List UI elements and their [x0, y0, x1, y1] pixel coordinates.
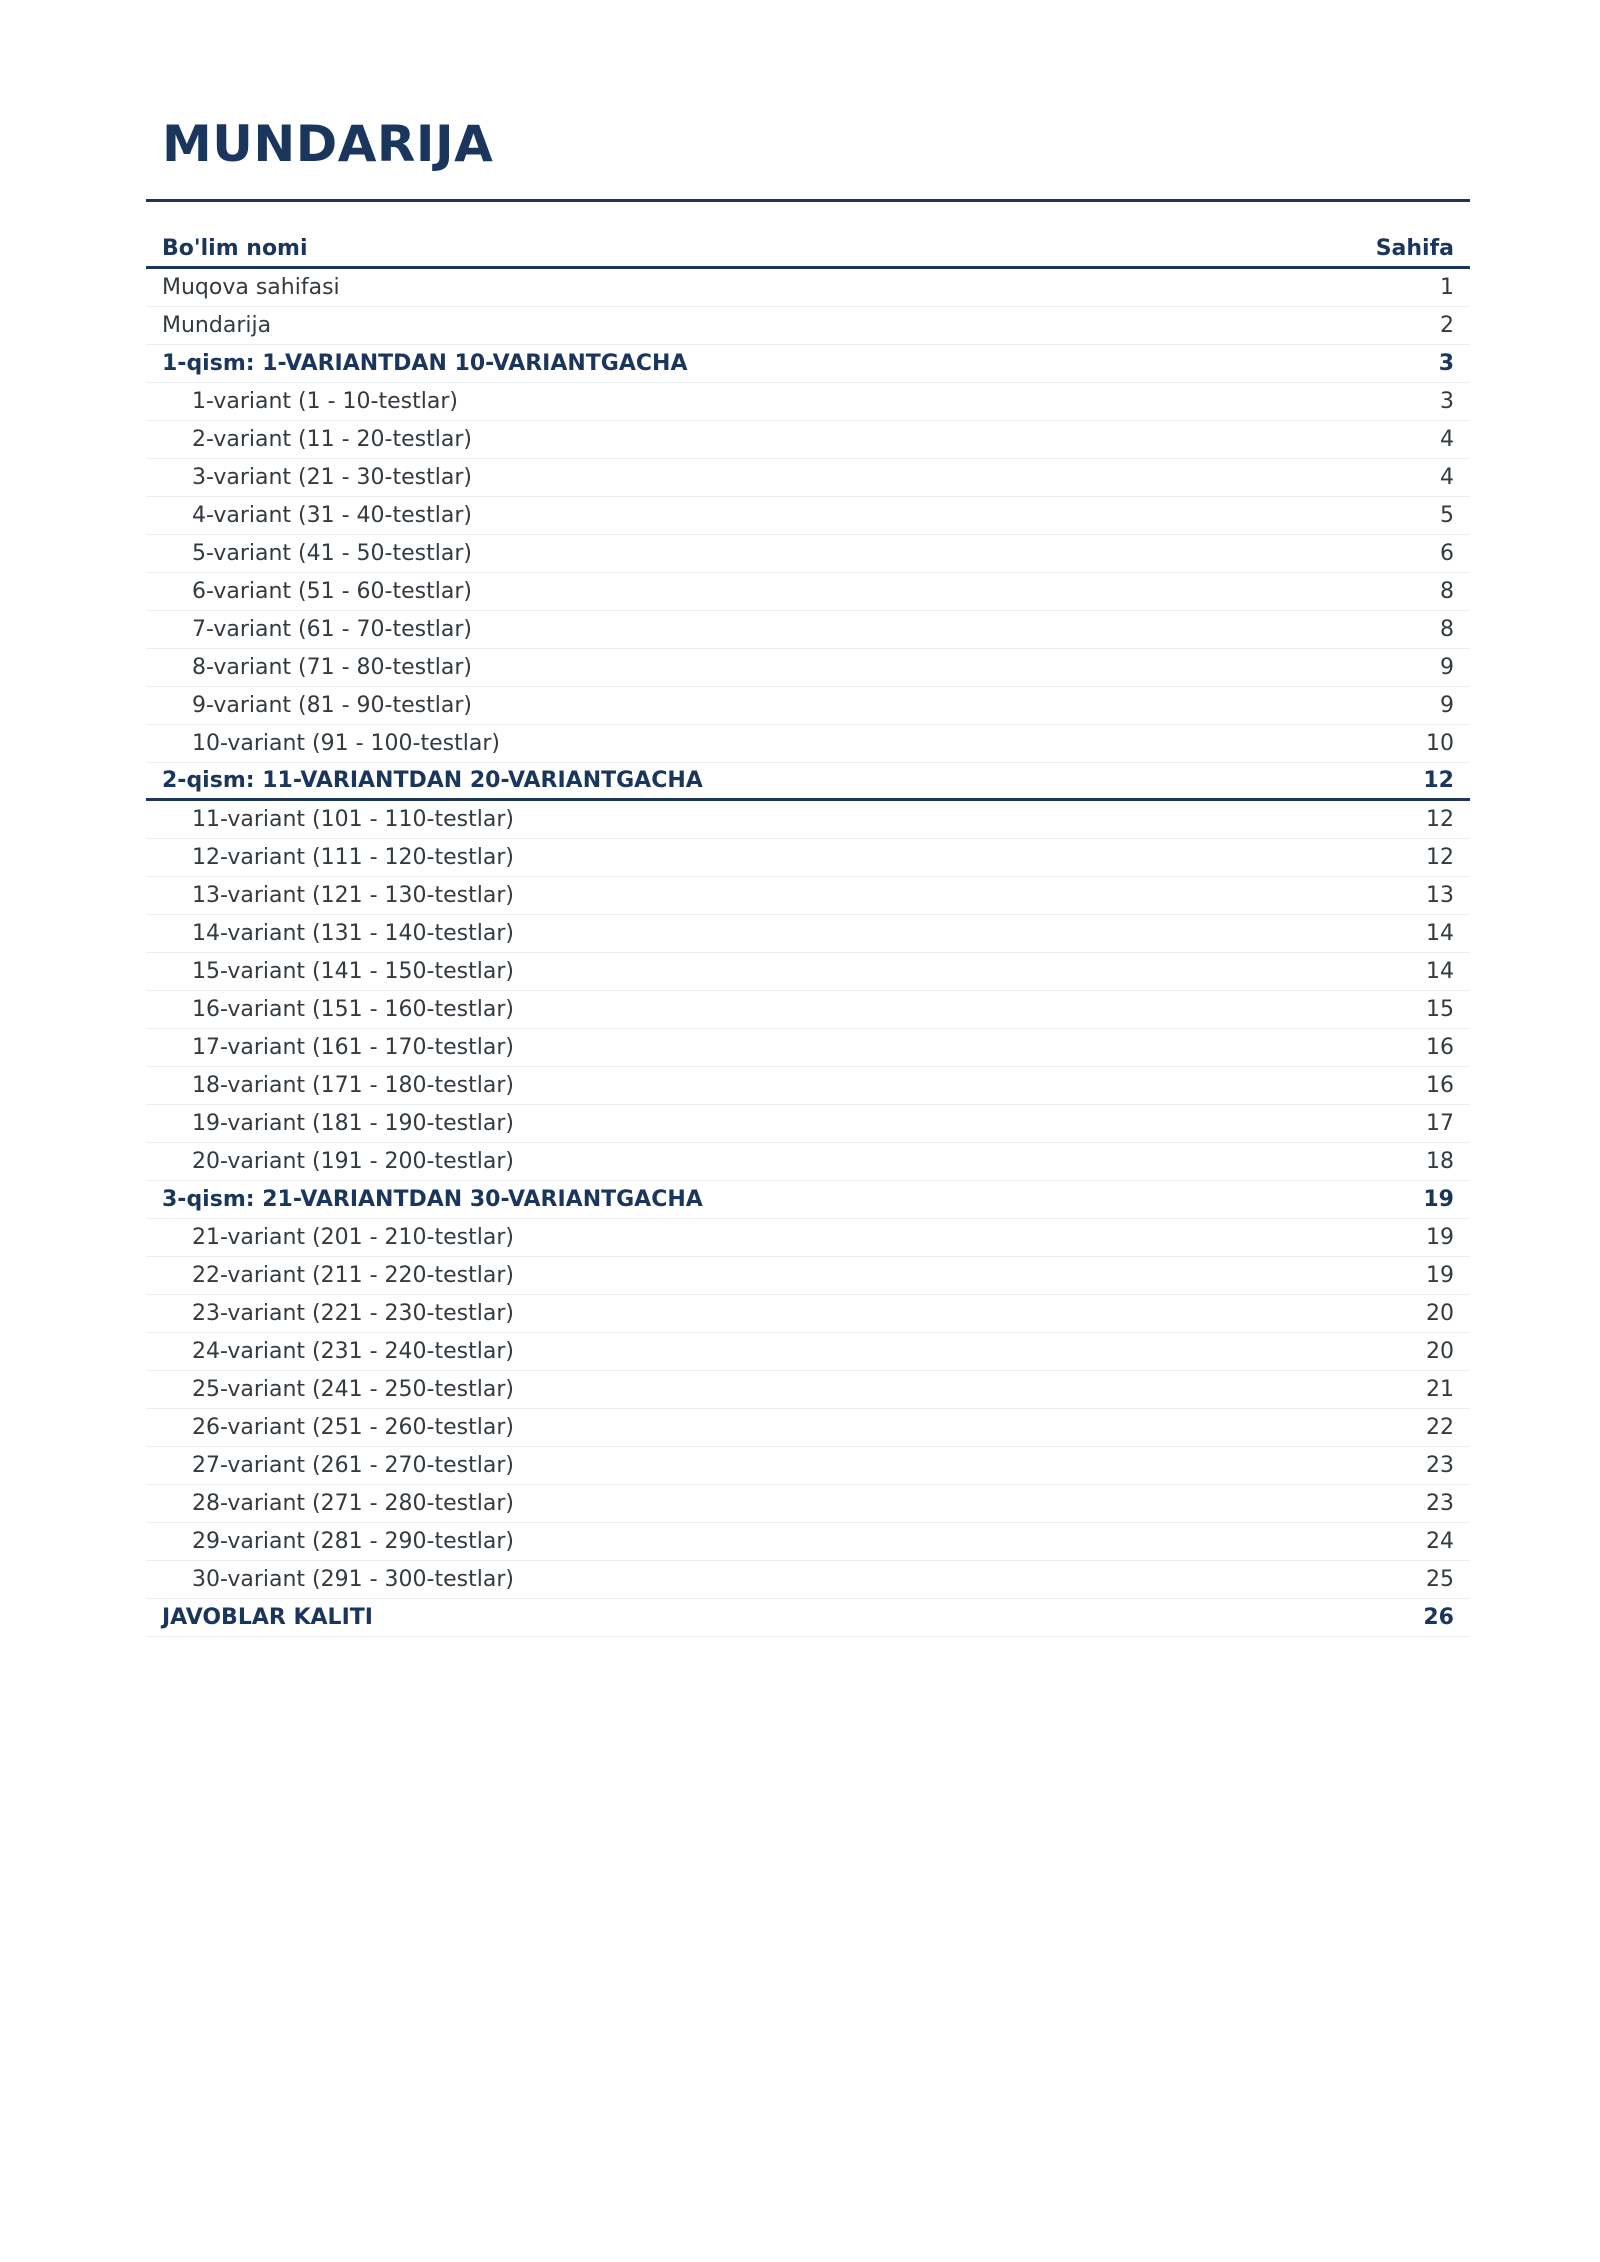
toc-entry-label: 14-variant (131 - 140-testlar): [192, 921, 514, 946]
toc-entry-page-number: 16: [1426, 1035, 1454, 1060]
toc-entry-label: 7-variant (61 - 70-testlar): [192, 617, 472, 642]
toc-entry-row[interactable]: [146, 1219, 1470, 1257]
toc-entry-row[interactable]: [146, 1105, 1470, 1143]
page-title: MUNDARIJA: [162, 115, 494, 173]
toc-entry-label: 13-variant (121 - 130-testlar): [192, 883, 514, 908]
toc-entry-label: 15-variant (141 - 150-testlar): [192, 959, 514, 984]
toc-section-row[interactable]: [146, 1599, 1470, 1637]
toc-entry-row[interactable]: [146, 649, 1470, 687]
toc-entry-row[interactable]: [146, 1257, 1470, 1295]
toc-entry-page-number: 12: [1426, 845, 1454, 870]
toc-entry-page-number: 19: [1423, 1187, 1454, 1212]
toc-entry-row[interactable]: [146, 1371, 1470, 1409]
toc-entry-page-number: 12: [1426, 807, 1454, 832]
toc-entry-label: 21-variant (201 - 210-testlar): [192, 1225, 514, 1250]
toc-entry-row[interactable]: [146, 611, 1470, 649]
title-underline: [146, 199, 1470, 202]
toc-entry-page-number: 12: [1423, 768, 1454, 793]
toc-entry-label: 1-variant (1 - 10-testlar): [192, 389, 458, 414]
toc-entry-row[interactable]: [146, 1523, 1470, 1561]
toc-entry-page-number: 20: [1426, 1339, 1454, 1364]
toc-entry-label: 20-variant (191 - 200-testlar): [192, 1149, 514, 1174]
toc-entry-page-number: 19: [1426, 1225, 1454, 1250]
toc-entry-label: 9-variant (81 - 90-testlar): [192, 693, 472, 718]
toc-rows: [146, 269, 1470, 1637]
toc-entry-row[interactable]: [146, 877, 1470, 915]
toc-entry-row[interactable]: [146, 1485, 1470, 1523]
toc-entry-page-number: 19: [1426, 1263, 1454, 1288]
column-header-section-name: Bo'lim nomi: [162, 236, 308, 261]
toc-entry-label: 28-variant (271 - 280-testlar): [192, 1491, 514, 1516]
toc-entry-row[interactable]: [146, 991, 1470, 1029]
toc-entry-row[interactable]: [146, 497, 1470, 535]
toc-entry-row[interactable]: [146, 383, 1470, 421]
toc-entry-label: 12-variant (111 - 120-testlar): [192, 845, 514, 870]
toc-entry-row[interactable]: [146, 725, 1470, 763]
toc-entry-label: 3-qism: 21-VARIANTDAN 30-VARIANTGACHA: [162, 1187, 703, 1212]
toc-entry-row[interactable]: [146, 1447, 1470, 1485]
toc-entry-label: 27-variant (261 - 270-testlar): [192, 1453, 514, 1478]
toc-entry-label: 6-variant (51 - 60-testlar): [192, 579, 472, 604]
toc-entry-row[interactable]: [146, 1143, 1470, 1181]
toc-entry-page-number: 6: [1440, 541, 1454, 566]
toc-entry-row[interactable]: [146, 1333, 1470, 1371]
toc-entry-page-number: 13: [1426, 883, 1454, 908]
toc-entry-label: JAVOBLAR KALITI: [162, 1605, 373, 1630]
toc-entry-page-number: 4: [1440, 465, 1454, 490]
toc-entry-row[interactable]: [146, 421, 1470, 459]
toc-entry-label: 17-variant (161 - 170-testlar): [192, 1035, 514, 1060]
toc-entry-label: 22-variant (211 - 220-testlar): [192, 1263, 514, 1288]
toc-entry-page-number: 9: [1440, 655, 1454, 680]
toc-entry-label: 10-variant (91 - 100-testlar): [192, 731, 500, 756]
toc-entry-label: Muqova sahifasi: [162, 275, 340, 300]
toc-entry-label: 2-qism: 11-VARIANTDAN 20-VARIANTGACHA: [162, 768, 703, 793]
toc-entry-label: 8-variant (71 - 80-testlar): [192, 655, 472, 680]
toc-entry-label: 24-variant (231 - 240-testlar): [192, 1339, 514, 1364]
toc-entry-row[interactable]: [146, 687, 1470, 725]
toc-entry-label: 4-variant (31 - 40-testlar): [192, 503, 472, 528]
toc-entry-label: 25-variant (241 - 250-testlar): [192, 1377, 514, 1402]
toc-entry-page-number: 8: [1440, 579, 1454, 604]
toc-entry-label: 18-variant (171 - 180-testlar): [192, 1073, 514, 1098]
toc-entry-row[interactable]: [146, 1295, 1470, 1333]
toc-entry-row[interactable]: [146, 839, 1470, 877]
toc-entry-page-number: 16: [1426, 1073, 1454, 1098]
toc-entry-page-number: 22: [1426, 1415, 1454, 1440]
toc-entry-row[interactable]: [146, 1561, 1470, 1599]
toc-entry-label: 1-qism: 1-VARIANTDAN 10-VARIANTGACHA: [162, 351, 688, 376]
toc-entry-page-number: 10: [1426, 731, 1454, 756]
toc-section-row[interactable]: [146, 763, 1470, 801]
toc-entry-page-number: 23: [1426, 1491, 1454, 1516]
toc-entry-page-number: 26: [1423, 1605, 1454, 1630]
toc-entry-page-number: 18: [1426, 1149, 1454, 1174]
toc-entry-page-number: 25: [1426, 1567, 1454, 1592]
toc-entry-page-number: 3: [1440, 389, 1454, 414]
toc-entry-page-number: 20: [1426, 1301, 1454, 1326]
toc-entry-row[interactable]: [146, 1029, 1470, 1067]
toc-entry-page-number: 14: [1426, 921, 1454, 946]
toc-entry-page-number: 17: [1426, 1111, 1454, 1136]
toc-entry-page-number: 3: [1438, 351, 1454, 376]
toc-entry-label: 26-variant (251 - 260-testlar): [192, 1415, 514, 1440]
toc-entry-page-number: 15: [1426, 997, 1454, 1022]
toc-entry-page-number: 1: [1440, 275, 1454, 300]
toc-entry-page-number: 9: [1440, 693, 1454, 718]
toc-entry-label: 2-variant (11 - 20-testlar): [192, 427, 472, 452]
toc-entry-row[interactable]: [146, 1409, 1470, 1447]
toc-section-row[interactable]: [146, 345, 1470, 383]
toc-entry-row[interactable]: [146, 307, 1470, 345]
toc-entry-label: Mundarija: [162, 313, 272, 338]
table-of-contents: [146, 230, 1470, 1637]
toc-entry-label: 5-variant (41 - 50-testlar): [192, 541, 472, 566]
toc-entry-label: 29-variant (281 - 290-testlar): [192, 1529, 514, 1554]
toc-entry-row[interactable]: [146, 573, 1470, 611]
toc-section-row[interactable]: [146, 1181, 1470, 1219]
toc-entry-page-number: 5: [1440, 503, 1454, 528]
toc-entry-row[interactable]: [146, 953, 1470, 991]
toc-entry-page-number: 4: [1440, 427, 1454, 452]
toc-entry-label: 16-variant (151 - 160-testlar): [192, 997, 514, 1022]
toc-entry-label: 11-variant (101 - 110-testlar): [192, 807, 514, 832]
toc-entry-label: 3-variant (21 - 30-testlar): [192, 465, 472, 490]
toc-entry-label: 30-variant (291 - 300-testlar): [192, 1567, 514, 1592]
toc-entry-row[interactable]: [146, 535, 1470, 573]
toc-entry-page-number: 21: [1426, 1377, 1454, 1402]
toc-entry-row[interactable]: [146, 915, 1470, 953]
toc-entry-page-number: 24: [1426, 1529, 1454, 1554]
toc-entry-row[interactable]: [146, 801, 1470, 839]
toc-entry-row[interactable]: [146, 1067, 1470, 1105]
toc-entry-row[interactable]: [146, 269, 1470, 307]
column-header-page: Sahifa: [1375, 236, 1454, 261]
toc-entry-label: 19-variant (181 - 190-testlar): [192, 1111, 514, 1136]
toc-header-row: [146, 230, 1470, 269]
toc-entry-label: 23-variant (221 - 230-testlar): [192, 1301, 514, 1326]
toc-entry-row[interactable]: [146, 459, 1470, 497]
toc-entry-page-number: 14: [1426, 959, 1454, 984]
toc-entry-page-number: 2: [1440, 313, 1454, 338]
toc-entry-page-number: 8: [1440, 617, 1454, 642]
toc-entry-page-number: 23: [1426, 1453, 1454, 1478]
